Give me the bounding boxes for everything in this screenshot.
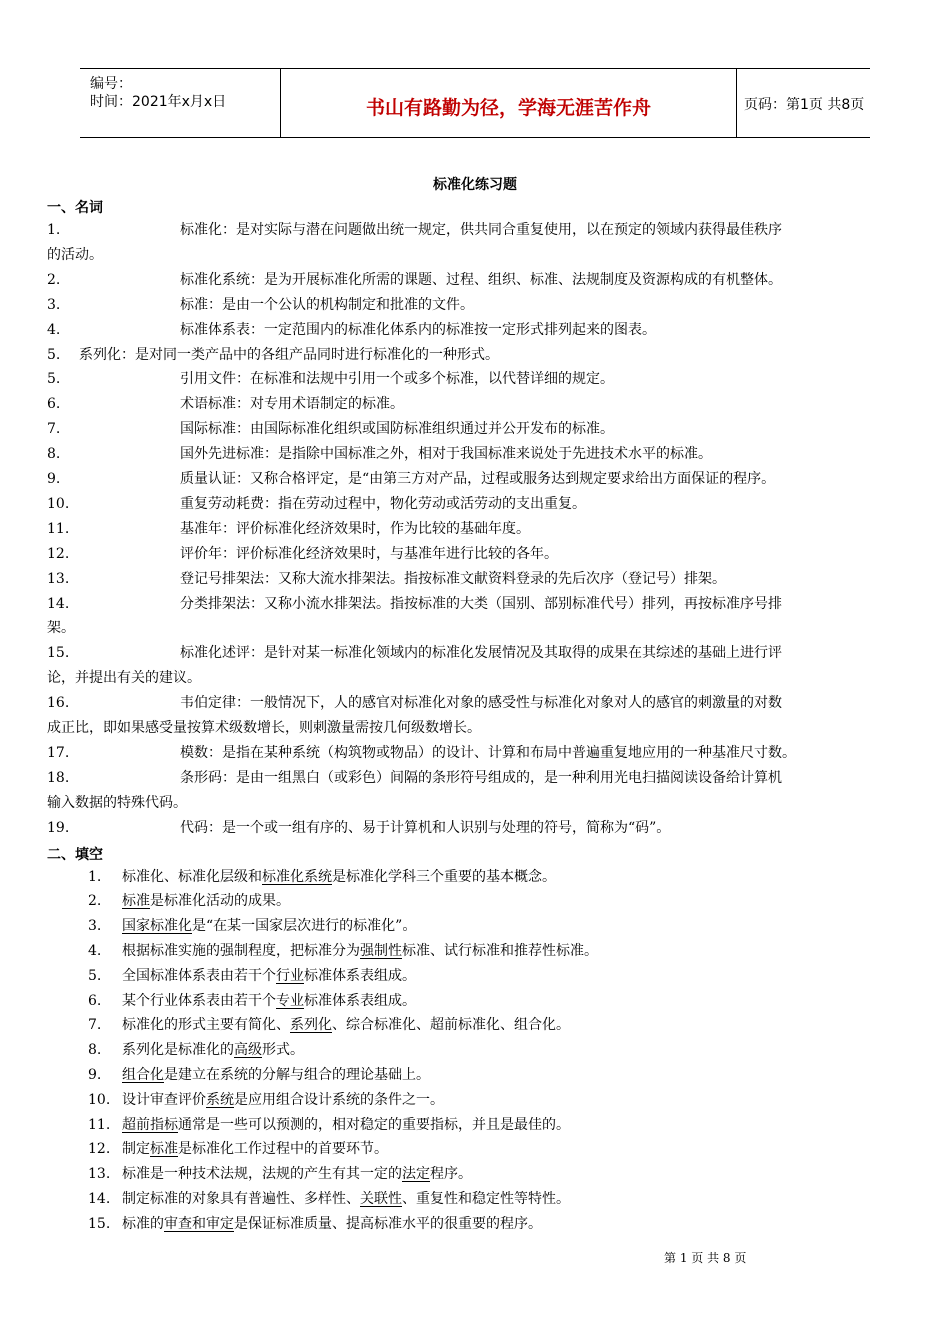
sentence-suffix: 标准体系表组成。: [304, 992, 416, 1009]
term-definition: 国外先进标准：是指除中国标准之外，相对于我国标准来说处于先进技术水平的标准。: [180, 446, 712, 463]
section-heading-fill-blanks: 二、填空: [47, 846, 103, 863]
term-definition-continued: 输入数据的特殊代码。: [47, 794, 187, 811]
sentence-suffix: 是标准化学科三个重要的基本概念。: [332, 868, 556, 885]
sentence-prefix: 制定: [122, 1141, 150, 1158]
term-definition: 标准化系统：是为开展标准化所需的课题、过程、组织、标准、法规制度及资源构成的有机整体。: [180, 271, 782, 288]
term-number: 12.: [47, 545, 70, 562]
header-slogan: 书山有路勤为径，学海无涯苦作舟: [365, 97, 651, 119]
blank-sentence: [122, 939, 598, 963]
term-number: 2.: [47, 271, 61, 288]
sentence-prefix: 系列化是标准化的: [122, 1042, 234, 1059]
header-center-cell: [280, 69, 737, 137]
term-definition-continued: 论，并提出有关的建议。: [47, 670, 201, 687]
blank-sentence: [122, 1088, 444, 1112]
sentence-suffix: 是保证标准质量、提高标准水平的很重要的程序。: [234, 1215, 542, 1232]
blank-number: 12.: [88, 1141, 111, 1158]
term-definition: 标准：是由一个公认的机构制定和批准的文件。: [180, 296, 474, 313]
sentence-prefix: 制定标准的对象具有普遍性、多样性、: [122, 1190, 360, 1207]
blank-number: 10.: [88, 1091, 111, 1108]
blank-answer: 标准: [150, 1141, 178, 1158]
term-definition: 术语标准：对专用术语制定的标准。: [180, 396, 404, 413]
document-title: 标准化练习题: [433, 177, 517, 193]
blank-number: 14.: [88, 1190, 111, 1207]
blank-number: 2.: [88, 893, 102, 910]
term-number: 9.: [47, 471, 61, 487]
blank-answer: 高级: [234, 1042, 262, 1059]
blank-sentence: [122, 1162, 472, 1186]
blank-answer: 系列化: [290, 1017, 332, 1034]
blank-answer: 强制性: [360, 942, 402, 959]
blank-answer: 国家标准化: [122, 918, 192, 935]
sentence-suffix: 、综合标准化、超前标准化、组合化。: [332, 1017, 570, 1034]
blank-number: 6.: [88, 992, 102, 1009]
term-definition: 代码：是一个或一组有序的、易于计算机和人识别与处理的符号，简称为“码”。: [180, 819, 671, 836]
blank-sentence: [122, 1038, 304, 1062]
blank-number: 13.: [88, 1166, 111, 1183]
blank-number: 15.: [88, 1215, 111, 1232]
blank-number: 4.: [88, 942, 102, 959]
blank-sentence: [122, 1013, 570, 1037]
blank-answer: 组合化: [122, 1066, 164, 1083]
blank-sentence: [122, 1063, 430, 1087]
section-heading-terms: 一、名词: [47, 200, 103, 216]
page-header: [80, 68, 870, 138]
term-definition: 韦伯定律：一般情况下，人的感官对标准化对象的感受性与标准化对象对人的感官的刺激量的对数: [180, 695, 782, 712]
term-definition-continued: 架。: [47, 620, 75, 637]
blank-answer: 超前指标: [122, 1116, 178, 1133]
term-number: 7.: [47, 421, 61, 438]
blank-answer: 标准化系统: [262, 868, 332, 885]
blank-sentence: [122, 1212, 542, 1236]
blank-answer: 法定: [402, 1166, 430, 1183]
sentence-prefix: 标准化的形式主要有简化、: [122, 1017, 290, 1034]
blank-sentence: [122, 1113, 570, 1137]
term-definition: 评价年：评价标准化经济效果时，与基准年进行比较的各年。: [180, 545, 558, 562]
sentence-prefix: 标准化、标准化层级和: [122, 868, 262, 885]
sentence-prefix: 全国标准体系表由若干个: [122, 967, 276, 984]
term-definition: 基准年：评价标准化经济效果时，作为比较的基础年度。: [180, 520, 530, 537]
blank-answer: 行业: [276, 967, 304, 984]
term-number: 5.: [47, 346, 61, 363]
term-definition: 登记号排架法：又称大流水排架法。指按标准文献资料登录的先后次序（登记号）排架。: [180, 570, 726, 587]
sentence-suffix: 程序。: [430, 1166, 472, 1183]
blank-number: 1.: [88, 868, 102, 885]
term-number: 14.: [47, 595, 70, 612]
number-label: 编号：: [90, 76, 132, 92]
blank-number: 9.: [88, 1066, 102, 1083]
term-definition: 条形码：是由一组黑白（或彩色）间隔的条形符号组成的，是一种利用光电扫描阅读设备给计算机: [180, 769, 782, 786]
term-definition: 标准化：是对实际与潜在问题做出统一规定，供共同合重复使用，以在预定的领域内获得最佳秩序: [180, 222, 782, 238]
sentence-suffix: 标准、试行标准和推荐性标准。: [402, 942, 598, 959]
blank-answer: 审查和审定: [164, 1215, 234, 1232]
blank-sentence: [122, 1187, 570, 1211]
blank-number: 5.: [88, 967, 102, 984]
blank-sentence: [122, 889, 290, 913]
blank-number: 7.: [88, 1017, 102, 1034]
term-number: 18.: [47, 769, 70, 786]
sentence-suffix: 是建立在系统的分解与组合的理论基础上。: [164, 1066, 430, 1083]
term-number: 17.: [47, 744, 70, 761]
term-definition: 分类排架法：又称小流水排架法。指按标准的大类（国别、部别标准代号）排列，再按标准序号排: [180, 595, 782, 612]
sentence-suffix: 标准体系表组成。: [304, 967, 416, 984]
term-definition: 重复劳动耗费：指在劳动过程中，物化劳动或活劳动的支出重复。: [180, 495, 586, 512]
sentence-prefix: 根据标准实施的强制程度，把标准分为: [122, 942, 360, 959]
blank-answer: 关联性: [360, 1190, 402, 1207]
sentence-suffix: 形式。: [262, 1042, 304, 1059]
blank-number: 11.: [88, 1116, 111, 1133]
sentence-suffix: 是标准化活动的成果。: [150, 893, 290, 910]
term-number: 1.: [47, 222, 61, 238]
term-number: 13.: [47, 570, 70, 587]
time-label: 时间：2021年x月x日: [90, 94, 227, 110]
sentence-suffix: 通常是一些可以预测的，相对稳定的重要指标，并且是最佳的。: [178, 1116, 570, 1133]
blank-answer: 专业: [276, 992, 304, 1009]
term-number: 5.: [47, 371, 61, 388]
term-definition: 系列化：是对同一类产品中的各组产品同时进行标准化的一种形式。: [79, 346, 499, 363]
sentence-suffix: 、重复性和稳定性等特性。: [402, 1190, 570, 1207]
header-left-cell: [80, 69, 280, 137]
blank-answer: 系统: [206, 1091, 234, 1108]
term-definition: 引用文件：在标准和法规中引用一个或多个标准，以代替详细的规定。: [180, 371, 614, 388]
term-number: 16.: [47, 695, 70, 712]
page-label: 页码：第1页 共8页: [744, 97, 865, 113]
term-definition: 标准体系表：一定范围内的标准化体系内的标准按一定形式排列起来的图表。: [180, 321, 656, 338]
blank-sentence: [122, 964, 416, 988]
term-definition: 标准化述评：是针对某一标准化领域内的标准化发展情况及其取得的成果在其综述的基础上进行评: [180, 645, 782, 662]
blank-sentence: [122, 989, 416, 1013]
term-number: 6.: [47, 396, 61, 413]
term-definition: 模数：是指在某种系统（构筑物或物品）的设计、计算和布局中普遍重复地应用的一种基准尺寸数。: [180, 744, 796, 761]
sentence-prefix: 标准的: [122, 1215, 164, 1232]
term-definition-continued: 的活动。: [47, 246, 103, 263]
blank-answer: 标准: [122, 893, 150, 910]
term-definition-continued: 成正比，即如果感受量按算术级数增长，则刺激量需按几何级数增长。: [47, 720, 481, 736]
sentence-suffix: 是应用组合设计系统的条件之一。: [234, 1091, 444, 1108]
term-number: 4.: [47, 321, 61, 338]
blank-number: 8.: [88, 1042, 102, 1059]
term-number: 19.: [47, 819, 70, 836]
term-number: 8.: [47, 446, 61, 463]
sentence-suffix: 是“在某一国家层次进行的标准化”。: [192, 918, 417, 935]
header-right-cell: [736, 69, 870, 137]
term-number: 15.: [47, 645, 70, 662]
term-number: 3.: [47, 296, 61, 313]
sentence-prefix: 设计审查评价: [122, 1091, 206, 1108]
blank-sentence: [122, 865, 556, 889]
blank-sentence: [122, 1137, 388, 1161]
term-number: 10.: [47, 495, 70, 512]
term-definition: 国际标准：由国际标准化组织或国防标准组织通过并公开发布的标准。: [180, 421, 614, 438]
sentence-prefix: 标准是一种技术法规，法规的产生有其一定的: [122, 1166, 402, 1183]
blank-number: 3.: [88, 918, 102, 935]
term-number: 11.: [47, 520, 70, 537]
page-footer: 第 1 页 共 8 页: [664, 1251, 747, 1265]
sentence-suffix: 是标准化工作过程中的首要环节。: [178, 1141, 388, 1158]
blank-sentence: [122, 914, 416, 938]
sentence-prefix: 某个行业体系表由若干个: [122, 992, 276, 1009]
term-definition: 质量认证：又称合格评定，是“由第三方对产品，过程或服务达到规定要求给出方面保证的程序。: [180, 471, 776, 487]
